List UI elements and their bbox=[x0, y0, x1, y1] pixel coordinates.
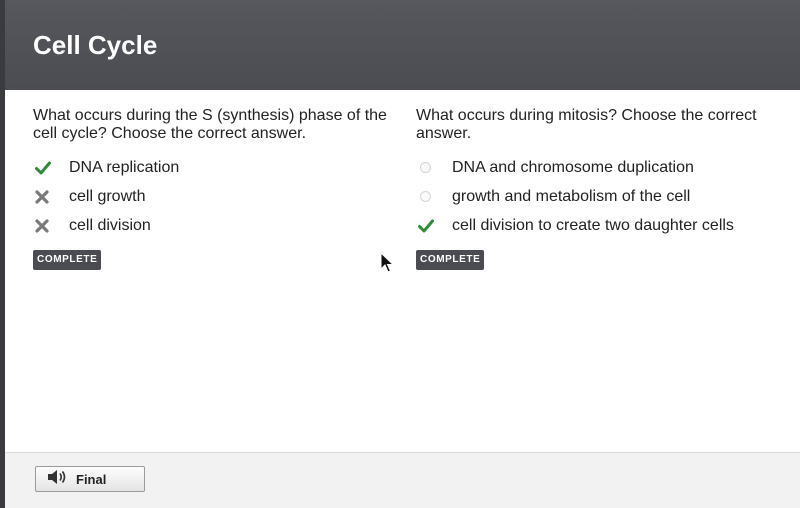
radio-button[interactable] bbox=[416, 159, 452, 177]
radio-empty-icon bbox=[420, 191, 431, 202]
header-bar bbox=[5, 0, 800, 90]
page-title: Cell Cycle bbox=[33, 30, 158, 60]
radio-button[interactable] bbox=[416, 188, 452, 206]
question-1 bbox=[33, 107, 393, 270]
final-audio-button[interactable] bbox=[35, 466, 145, 492]
answer-option[interactable] bbox=[33, 153, 393, 182]
answer-label: DNA replication bbox=[69, 158, 180, 176]
question-prompt: What occurs during mitosis? Choose the correct answer. bbox=[416, 107, 757, 142]
question-prompt: What occurs during the S (synthesis) phase of the cell cycle? Choose the correct answer. bbox=[33, 107, 387, 142]
answer-option[interactable] bbox=[416, 153, 776, 182]
answer-label: growth and metabolism of the cell bbox=[452, 187, 691, 205]
answer-option[interactable] bbox=[416, 211, 776, 240]
mouse-cursor-icon bbox=[380, 252, 394, 274]
answer-label: cell growth bbox=[69, 187, 146, 205]
footer-bar bbox=[5, 452, 800, 508]
final-button-label: Final bbox=[76, 471, 107, 487]
answer-label: cell division to create two daughter cells bbox=[452, 216, 734, 234]
answer-option[interactable] bbox=[33, 182, 393, 211]
answer-label: cell division bbox=[69, 216, 151, 234]
question-2 bbox=[416, 107, 776, 270]
x-icon bbox=[33, 188, 69, 206]
status-badge: COMPLETE bbox=[416, 250, 484, 270]
radio-empty-icon bbox=[420, 162, 431, 173]
speaker-icon bbox=[46, 468, 68, 491]
answer-option[interactable] bbox=[416, 182, 776, 211]
check-icon bbox=[33, 159, 69, 177]
answer-option[interactable] bbox=[33, 211, 393, 240]
check-icon bbox=[416, 217, 452, 235]
status-badge: COMPLETE bbox=[33, 250, 101, 270]
answer-label: DNA and chromosome duplication bbox=[452, 158, 694, 176]
x-icon bbox=[33, 217, 69, 235]
app-frame bbox=[5, 0, 800, 507]
